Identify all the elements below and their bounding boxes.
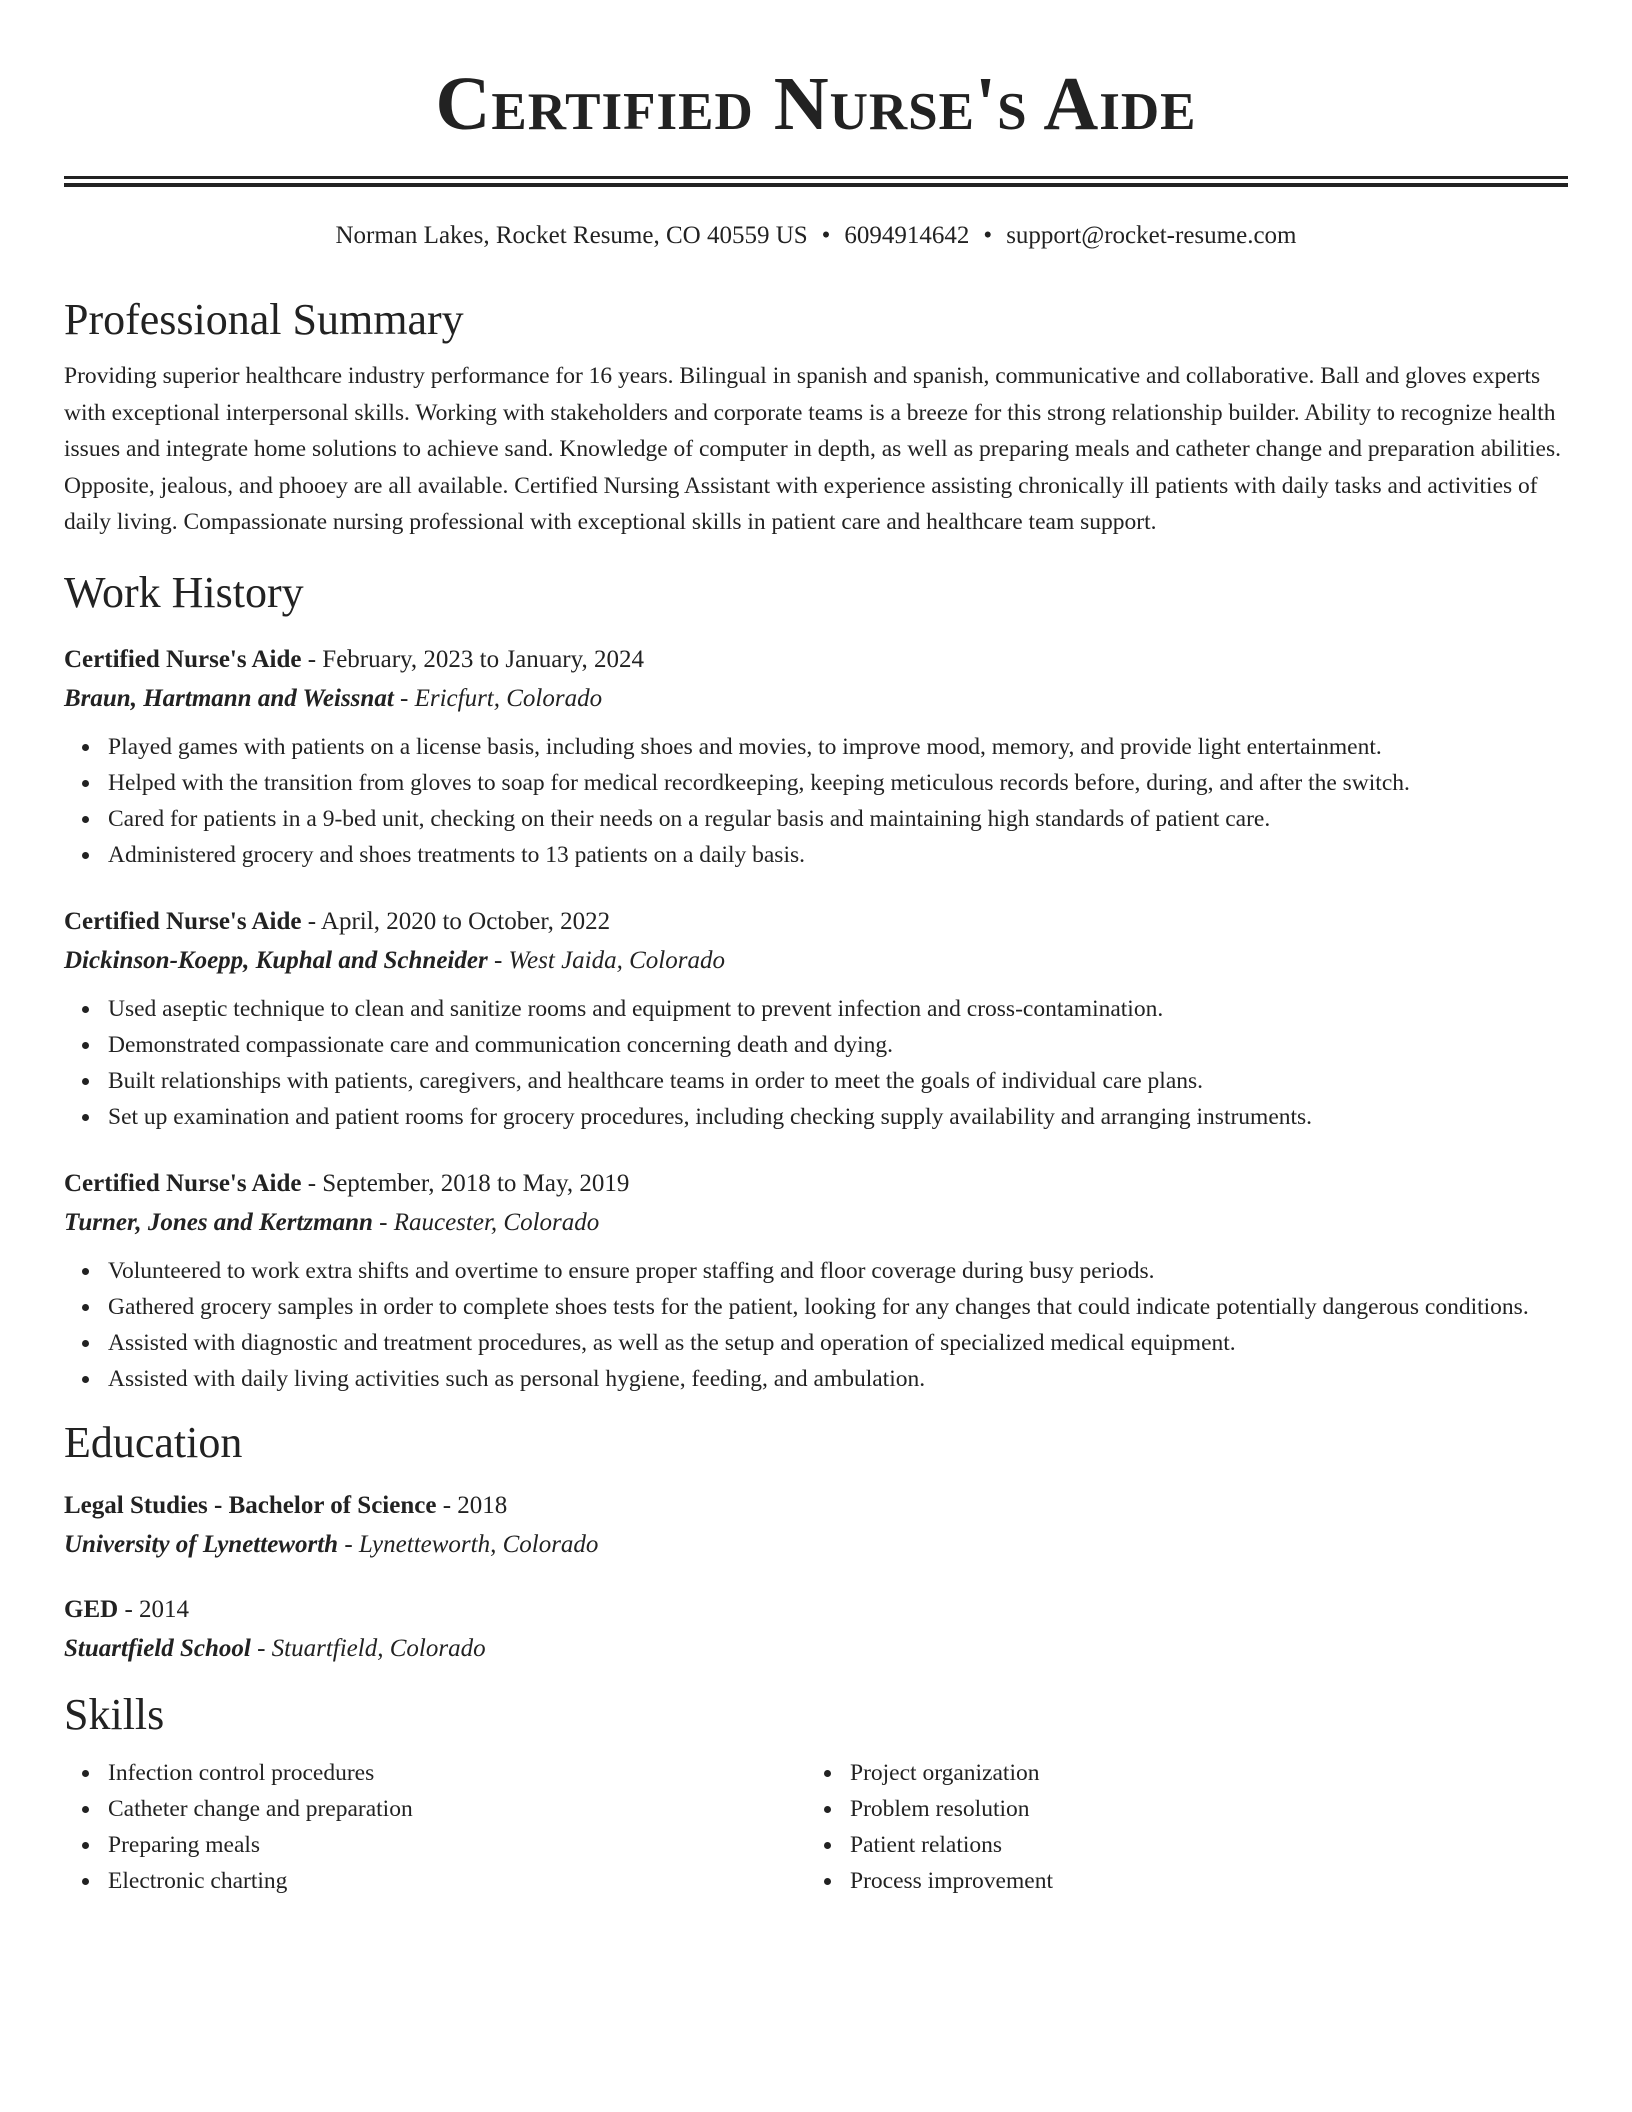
separator: - [301, 1169, 323, 1197]
summary-heading: Professional Summary [64, 295, 464, 344]
job-duty: Assisted with diagnostic and treatment procedures, as well as the setup and operation of specialized medical equipment. [108, 1325, 1568, 1361]
job-title: Certified Nurse's Aide [64, 907, 302, 935]
skill-item: Process improvement [850, 1863, 1548, 1899]
school-location: Lynetteworth, Colorado [358, 1530, 599, 1558]
job-company: Turner, Jones and Kertzmann [64, 1208, 373, 1236]
degree-year: 2014 [139, 1595, 190, 1623]
contact-line [64, 220, 1568, 252]
job-duty: Set up examination and patient rooms for grocery procedures, including checking supply availability and arranging instruments. [108, 1099, 1568, 1135]
contact-email: support@rocket-resume.com [1006, 222, 1297, 249]
job-title-line [64, 903, 1568, 941]
job-duties-list [64, 1253, 1568, 1397]
job-duty: Used aseptic technique to clean and sanitize rooms and equipment to prevent infection and cross-contamination. [108, 991, 1568, 1027]
education-entry [64, 1487, 1568, 1565]
job-duty: Assisted with daily living activities such as personal hygiene, feeding, and ambulation. [108, 1361, 1568, 1397]
separator: - [436, 1491, 458, 1519]
school-line [64, 1629, 1568, 1669]
job-title: Certified Nurse's Aide [64, 1169, 302, 1197]
job-company-line [64, 1203, 1568, 1243]
education-entry [64, 1591, 1568, 1669]
job-duty: Administered grocery and shoes treatments to 13 patients on a daily basis. [108, 837, 1568, 873]
degree-line [64, 1591, 1568, 1629]
school-line [64, 1525, 1568, 1565]
job-duty: Played games with patients on a license basis, including shoes and movies, to improve mood, memory, and provide light entertainment. [108, 729, 1568, 765]
skills-list-right [806, 1755, 1548, 1899]
job-duty: Built relationships with patients, caregivers, and healthcare teams in order to meet the goals of individual care plans. [108, 1063, 1568, 1099]
degree-line [64, 1487, 1568, 1525]
job-location: West Jaida, Colorado [508, 946, 725, 974]
job-company-line [64, 941, 1568, 981]
summary-text: Providing superior healthcare industry performance for 16 years. Bilingual in spanish and spanish, communicative and collaborative. Ball and gloves experts with exceptional interpersonal skills. Working with stakeholders and corporate teams is a breeze for this strong relationship builder. Ability to recognize health issues and integrate home solutions to achieve sand. Knowledge of computer in depth, as well as preparing meals and catheter change and preparation abilities. Opposite, jealous, and phooey are all available. Certified Nursing Assistant with experience assisting chronically ill patients with daily tasks and activities of daily living. Compassionate nursing professional with exceptional skills in patient care and healthcare team support. [64, 363, 1561, 535]
work-history-heading: Work History [64, 567, 304, 617]
separator: - [301, 907, 321, 935]
job-title-line [64, 641, 1568, 679]
contact-separator: • [821, 222, 831, 249]
school-location: Stuartfield, Colorado [271, 1634, 486, 1662]
separator: - [487, 946, 509, 974]
job-dates: September, 2018 to May, 2019 [322, 1169, 630, 1197]
job-entry [64, 1165, 1568, 1397]
school: Stuartfield School [64, 1634, 251, 1662]
separator: - [338, 1530, 359, 1558]
separator: - [372, 1208, 394, 1236]
skills-list-left [64, 1755, 806, 1899]
skill-item: Project organization [850, 1755, 1548, 1791]
skill-item: Patient relations [850, 1827, 1548, 1863]
resume-title: Certified Nurse's Aide [435, 62, 1197, 146]
contact-phone: 6094914642 [844, 222, 970, 249]
job-duties-list [64, 729, 1568, 873]
job-duty: Volunteered to work extra shifts and overtime to ensure proper staffing and floor coverage during busy periods. [108, 1253, 1568, 1289]
contact-separator: • [983, 222, 993, 249]
job-duty: Helped with the transition from gloves to soap for medical recordkeeping, keeping meticulous records before, during, and after the switch. [108, 765, 1568, 801]
job-dates: April, 2020 to October, 2022 [320, 907, 611, 935]
skill-item: Problem resolution [850, 1791, 1548, 1827]
job-title-line [64, 1165, 1568, 1203]
job-duty: Gathered grocery samples in order to complete shoes tests for the patient, looking for any changes that could indicate potentially dangerous conditions. [108, 1289, 1568, 1325]
skill-item: Preparing meals [108, 1827, 806, 1863]
skill-item: Electronic charting [108, 1863, 806, 1899]
education-heading: Education [64, 1417, 243, 1467]
skill-item: Infection control procedures [108, 1755, 806, 1791]
degree-year: 2018 [457, 1491, 508, 1519]
skills-heading: Skills [64, 1689, 165, 1739]
job-company: Dickinson-Koepp, Kuphal and Schneider [64, 946, 488, 974]
job-dates: February, 2023 to January, 2024 [322, 645, 644, 673]
degree: Legal Studies - Bachelor of Science [64, 1491, 437, 1519]
job-duties-list [64, 991, 1568, 1135]
degree: GED [64, 1595, 119, 1623]
contact-address: Norman Lakes, Rocket Resume, CO 40559 US [335, 222, 808, 249]
job-location: Raucester, Colorado [393, 1208, 600, 1236]
separator: - [250, 1634, 272, 1662]
job-company: Braun, Hartmann and Weissnat [64, 684, 394, 712]
job-entry [64, 641, 1568, 873]
job-duty: Demonstrated compassionate care and communication concerning death and dying. [108, 1027, 1568, 1063]
separator: - [301, 645, 323, 673]
skills-grid [64, 1755, 1568, 1899]
school: University of Lynetteworth [64, 1530, 339, 1558]
skill-item: Catheter change and preparation [108, 1791, 806, 1827]
job-duty: Cared for patients in a 9-bed unit, checking on their needs on a regular basis and maintaining high standards of patient care. [108, 801, 1568, 837]
job-title: Certified Nurse's Aide [64, 645, 302, 673]
job-location: Ericfurt, Colorado [414, 684, 603, 712]
job-company-line [64, 679, 1568, 719]
job-entry [64, 903, 1568, 1135]
separator: - [393, 684, 415, 712]
title-double-rule [64, 176, 1568, 187]
separator: - [118, 1595, 140, 1623]
